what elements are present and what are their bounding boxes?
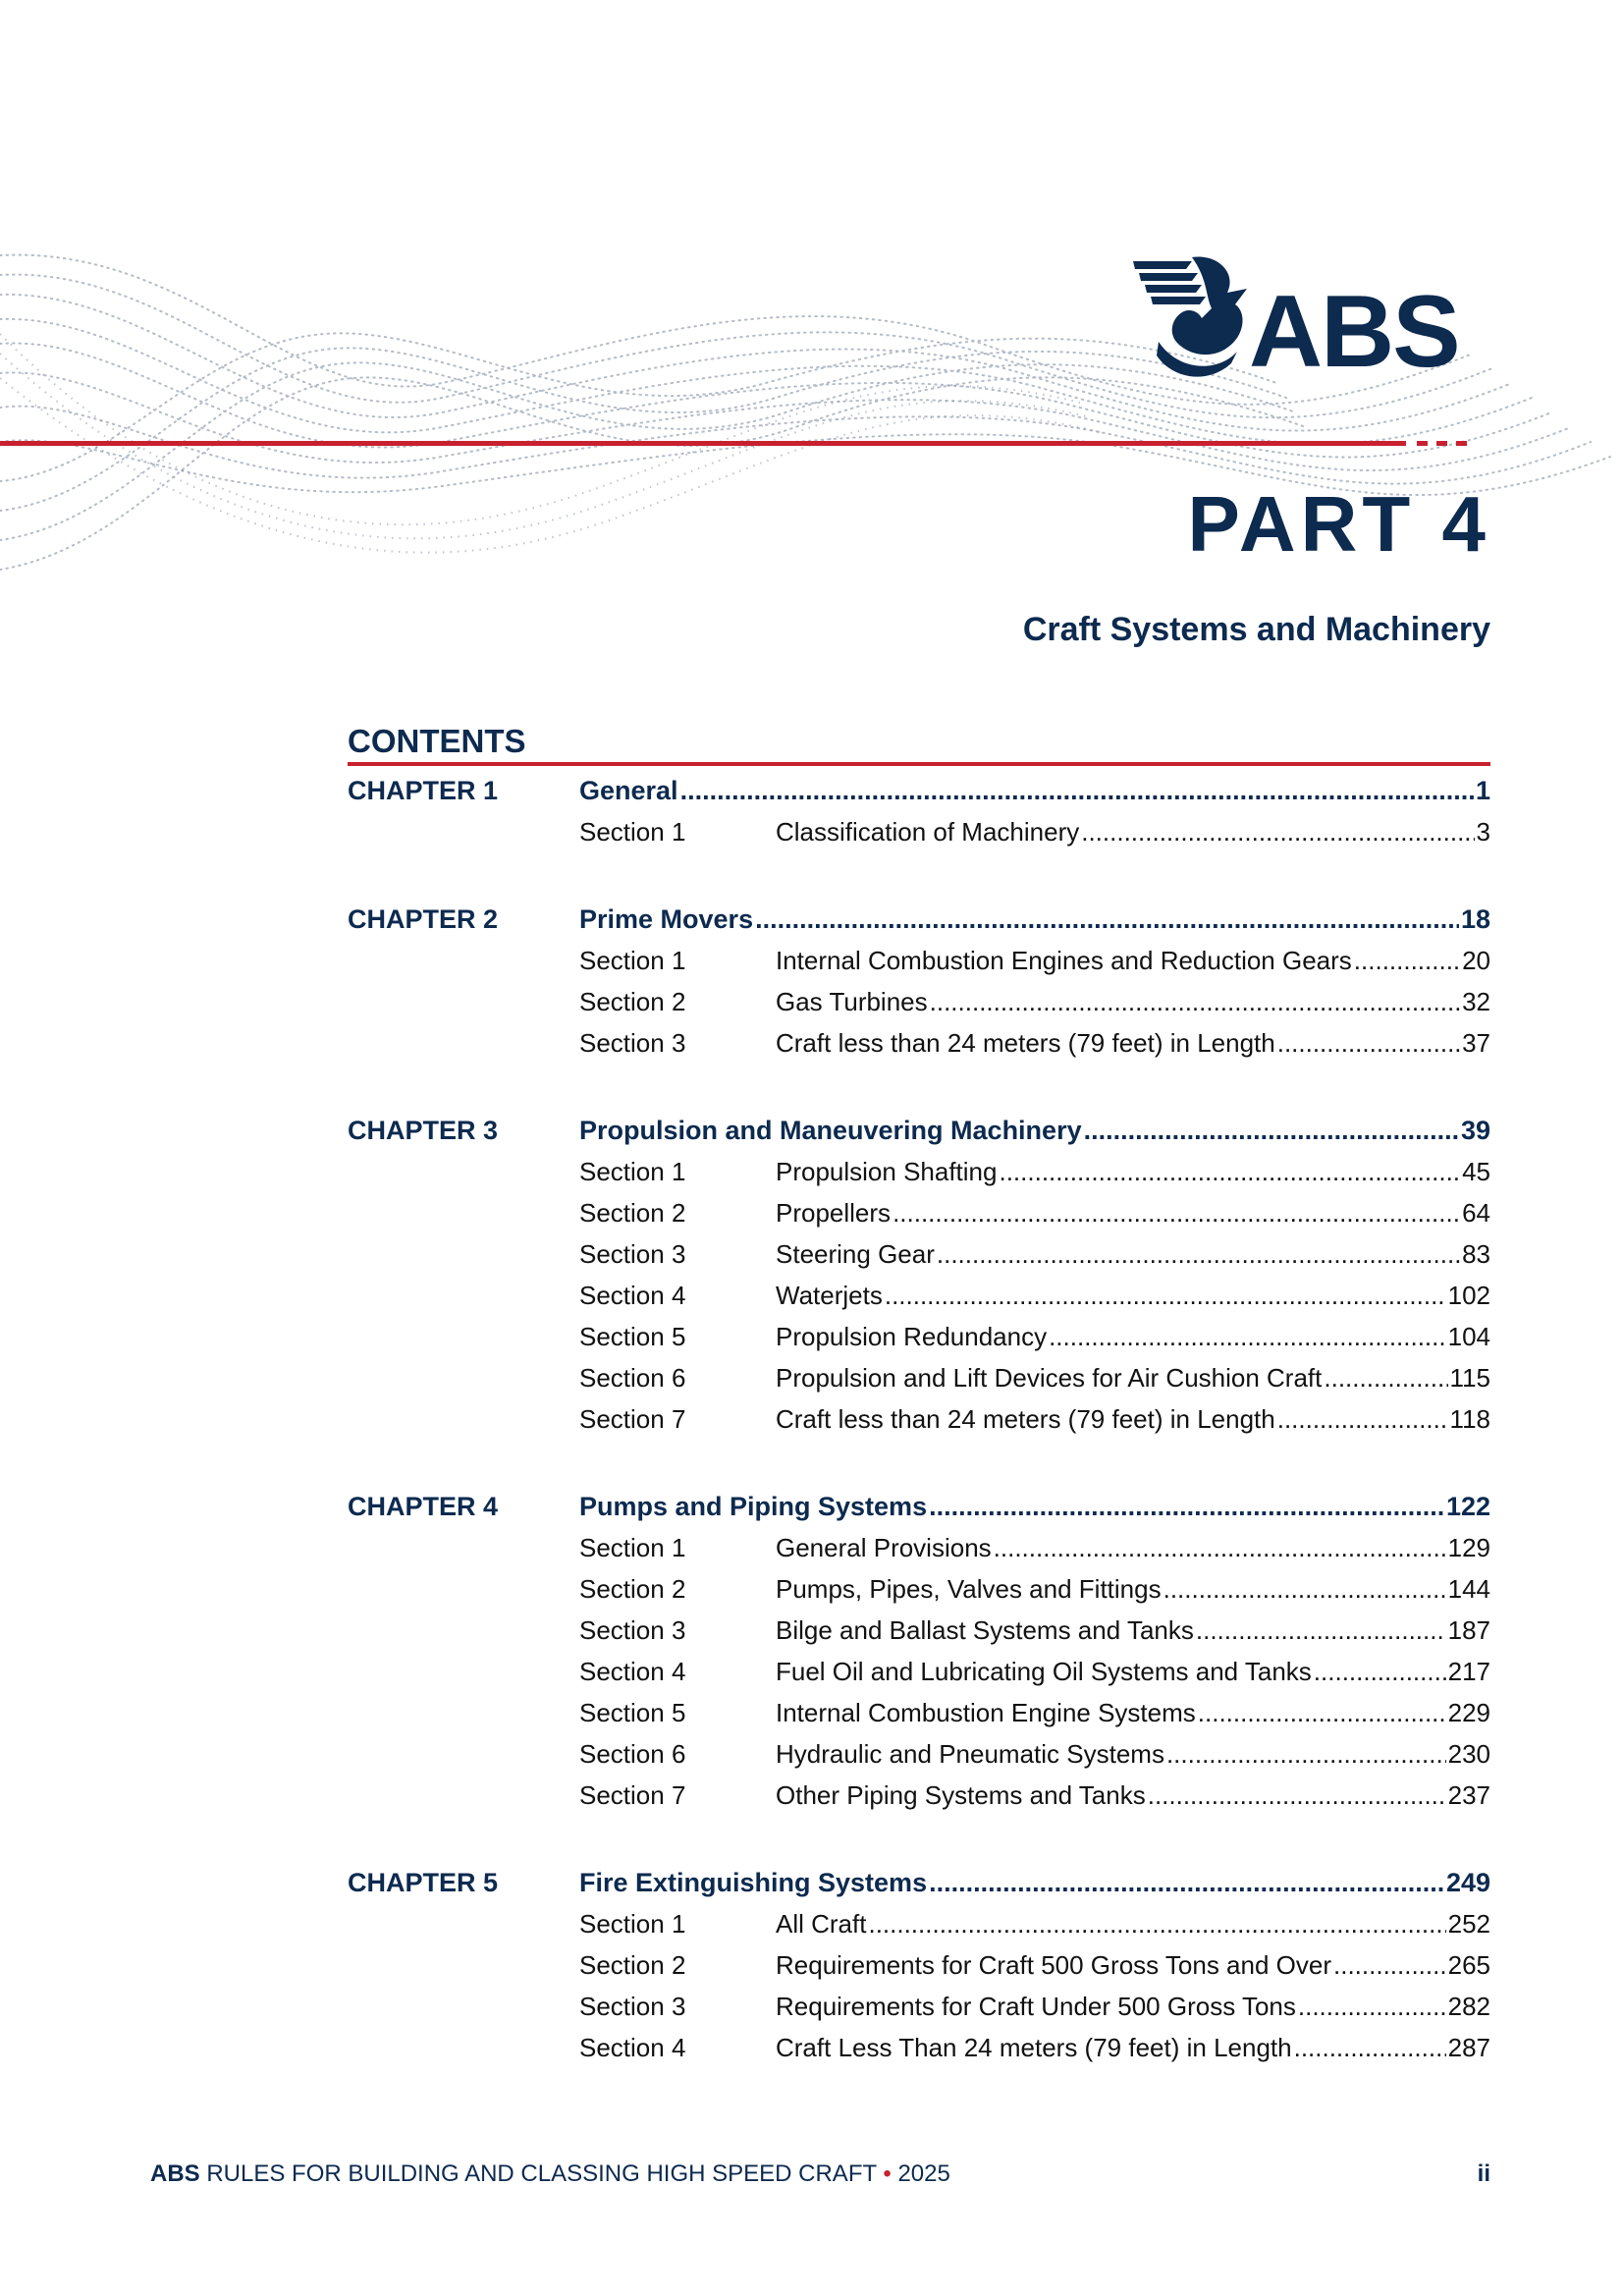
section-row[interactable] <box>348 1527 1490 1568</box>
section-page: 129 <box>1447 1532 1490 1562</box>
section-title: Propulsion Shafting <box>776 1156 998 1186</box>
footer-year: 2025 <box>897 2160 950 2187</box>
dot-leader <box>930 987 1460 1017</box>
section-title: Other Piping Systems and Tanks <box>776 1779 1146 1810</box>
dot-leader <box>1298 1992 1446 2022</box>
footer-bullet: • <box>883 2160 892 2187</box>
dot-leader <box>999 1157 1460 1187</box>
chapter-title: Pumps and Piping Systems <box>579 1491 928 1521</box>
section-page: 32 <box>1462 986 1490 1016</box>
section-row[interactable] <box>348 1903 1490 1944</box>
section-label: Section 6 <box>579 1738 686 1769</box>
section-entry[interactable] <box>776 1239 1490 1270</box>
dot-leader <box>1277 1404 1448 1435</box>
section-entry[interactable] <box>776 1404 1490 1435</box>
chapter-block <box>348 770 1490 852</box>
chapter-title: Fire Extinguishing Systems <box>579 1867 928 1897</box>
section-label: Section 2 <box>579 1573 686 1604</box>
section-title: Gas Turbines <box>776 986 928 1016</box>
section-label: Section 1 <box>579 1532 686 1562</box>
section-row[interactable] <box>348 1192 1490 1233</box>
chapter-entry[interactable] <box>579 1116 1490 1146</box>
chapter-row[interactable] <box>348 770 1490 811</box>
section-page: 229 <box>1447 1697 1490 1727</box>
section-row[interactable] <box>348 1692 1490 1733</box>
section-page: 230 <box>1447 1738 1490 1769</box>
section-row[interactable] <box>348 1398 1490 1440</box>
chapter-title: Propulsion and Maneuvering Machinery <box>579 1115 1082 1145</box>
section-label: Section 4 <box>579 1280 686 1310</box>
section-entry[interactable] <box>776 1322 1490 1352</box>
chapter-block <box>348 1486 1490 1816</box>
section-entry[interactable] <box>776 1992 1490 2022</box>
section-label: Section 3 <box>579 1238 686 1269</box>
dot-leader <box>893 1198 1460 1229</box>
dot-leader <box>1354 946 1460 976</box>
section-row[interactable] <box>348 1022 1490 1064</box>
section-label: Section 3 <box>579 1614 686 1645</box>
section-title: General Provisions <box>776 1532 992 1562</box>
chapter-row[interactable] <box>348 899 1490 940</box>
section-label: Section 5 <box>579 1697 686 1727</box>
section-title: Craft less than 24 meters (79 feet) in Length <box>776 1027 1275 1058</box>
section-page: 118 <box>1449 1403 1490 1434</box>
section-row[interactable] <box>348 1357 1490 1398</box>
chapter-page: 18 <box>1460 903 1490 934</box>
chapter-row[interactable] <box>348 1486 1490 1527</box>
section-label: Section 7 <box>579 1779 686 1810</box>
section-page: 45 <box>1462 1156 1490 1186</box>
dot-leader <box>1277 1028 1460 1059</box>
chapter-label: CHAPTER 4 <box>348 1491 499 1521</box>
section-row[interactable] <box>348 1733 1490 1775</box>
section-page: 217 <box>1447 1656 1490 1686</box>
section-title: Propellers <box>776 1197 892 1228</box>
section-label: Section 4 <box>579 2032 686 2062</box>
chapter-block <box>348 899 1490 1064</box>
chapter-page: 122 <box>1445 1491 1490 1521</box>
dot-leader <box>1081 817 1474 847</box>
section-title: Craft Less Than 24 meters (79 feet) in Length <box>776 2032 1292 2062</box>
dot-leader <box>885 1281 1446 1311</box>
chapter-label: CHAPTER 5 <box>348 1867 499 1897</box>
section-row[interactable] <box>348 1775 1490 1816</box>
section-title: Steering Gear <box>776 1238 935 1269</box>
section-entry[interactable] <box>776 1698 1490 1728</box>
section-row[interactable] <box>348 1986 1490 2027</box>
section-title: Waterjets <box>776 1280 883 1310</box>
dot-leader <box>1333 1950 1446 1981</box>
dot-leader <box>1294 2033 1446 2063</box>
section-label: Section 2 <box>579 1949 686 1980</box>
header-red-rule <box>0 441 1406 446</box>
section-page: 20 <box>1462 945 1490 975</box>
contents-heading: CONTENTS <box>348 723 526 759</box>
section-entry[interactable] <box>776 1615 1490 1646</box>
dot-leader <box>994 1533 1446 1563</box>
section-title: Propulsion Redundancy <box>776 1321 1048 1351</box>
section-row[interactable] <box>348 1944 1490 1986</box>
section-page: 252 <box>1447 1908 1490 1939</box>
section-title: Pumps, Pipes, Valves and Fittings <box>776 1573 1162 1604</box>
section-row[interactable] <box>348 1233 1490 1275</box>
section-row[interactable] <box>348 1568 1490 1610</box>
chapter-entry[interactable] <box>579 1868 1490 1898</box>
section-entry[interactable] <box>776 1574 1490 1605</box>
chapter-block <box>348 1862 1490 2068</box>
chapter-entry[interactable] <box>579 904 1490 935</box>
chapter-title: General <box>579 775 678 805</box>
section-label: Section 2 <box>579 986 686 1016</box>
chapter-row[interactable] <box>348 1110 1490 1151</box>
footer-brand: ABS <box>150 2160 200 2187</box>
section-page: 104 <box>1447 1321 1490 1351</box>
dot-leader <box>1324 1363 1447 1394</box>
chapter-entry[interactable] <box>579 1492 1490 1522</box>
section-entry[interactable] <box>776 1780 1490 1811</box>
section-label: Section 3 <box>579 1027 686 1058</box>
section-title: All Craft <box>776 1908 867 1939</box>
abs-logo-text: ABS <box>1249 275 1459 389</box>
section-entry[interactable] <box>776 2033 1490 2063</box>
dot-leader <box>1049 1322 1446 1352</box>
section-title: Internal Combustion Engines and Reduction Gears <box>776 945 1352 975</box>
section-entry[interactable] <box>776 1657 1490 1687</box>
section-entry[interactable] <box>776 1157 1490 1187</box>
part-title: PART 4 <box>1187 480 1490 568</box>
dot-leader <box>1166 1739 1446 1770</box>
section-row[interactable] <box>348 1151 1490 1192</box>
part-subtitle: Craft Systems and Machinery <box>1022 611 1490 648</box>
section-title: Bilge and Ballast Systems and Tanks <box>776 1614 1194 1645</box>
dot-leader <box>929 1492 1444 1522</box>
section-page: 237 <box>1447 1779 1490 1810</box>
dot-leader <box>755 904 1459 935</box>
chapter-page: 39 <box>1460 1115 1490 1145</box>
footer-text: RULES FOR BUILDING AND CLASSING HIGH SPEED CRAFT <box>206 2160 877 2187</box>
section-label: Section 2 <box>579 1197 686 1228</box>
chapter-entry[interactable] <box>579 776 1490 806</box>
section-title: Propulsion and Lift Devices for Air Cushion Craft <box>776 1362 1323 1393</box>
section-row[interactable] <box>348 811 1490 852</box>
chapter-page: 1 <box>1475 775 1490 805</box>
section-entry[interactable] <box>776 1028 1490 1059</box>
section-page: 287 <box>1447 2032 1490 2062</box>
section-row[interactable] <box>348 940 1490 981</box>
dot-leader <box>1196 1615 1446 1646</box>
section-label: Section 1 <box>579 945 686 975</box>
section-row[interactable] <box>348 2027 1490 2068</box>
chapter-block <box>348 1110 1490 1440</box>
section-row[interactable] <box>348 981 1490 1022</box>
dot-leader <box>929 1868 1444 1898</box>
dot-leader <box>937 1239 1460 1270</box>
dot-leader <box>1163 1574 1446 1605</box>
section-page: 83 <box>1462 1238 1490 1269</box>
header-red-dashes <box>1417 441 1467 446</box>
section-entry[interactable] <box>776 1281 1490 1311</box>
dot-leader <box>1314 1657 1446 1687</box>
section-title: Requirements for Craft Under 500 Gross Tons <box>776 1991 1296 2021</box>
section-title: Classification of Machinery <box>776 816 1080 847</box>
section-title: Hydraulic and Pneumatic Systems <box>776 1738 1164 1769</box>
section-entry[interactable] <box>776 1950 1490 1981</box>
section-page: 64 <box>1462 1197 1490 1228</box>
footer-title <box>150 2162 950 2186</box>
chapter-row[interactable] <box>348 1862 1490 1903</box>
section-title: Internal Combustion Engine Systems <box>776 1697 1196 1727</box>
section-title: Craft less than 24 meters (79 feet) in Length <box>776 1403 1275 1434</box>
dot-leader <box>868 1909 1445 1940</box>
section-label: Section 1 <box>579 1156 686 1186</box>
chapter-page: 249 <box>1445 1867 1490 1897</box>
section-label: Section 6 <box>579 1362 686 1393</box>
section-label: Section 5 <box>579 1321 686 1351</box>
dot-leader <box>1148 1780 1446 1811</box>
section-page: 282 <box>1447 1991 1490 2021</box>
section-row[interactable] <box>348 1651 1490 1692</box>
section-page: 37 <box>1462 1027 1490 1058</box>
footer-page-number: ii <box>1477 2160 1490 2187</box>
chapter-label: CHAPTER 2 <box>348 903 499 934</box>
dot-leader <box>1084 1116 1459 1146</box>
section-entry[interactable] <box>776 946 1490 976</box>
section-page: 265 <box>1447 1949 1490 1980</box>
section-page: 115 <box>1449 1362 1490 1393</box>
section-entry[interactable] <box>776 1909 1490 1940</box>
section-entry[interactable] <box>776 1533 1490 1563</box>
section-row[interactable] <box>348 1610 1490 1651</box>
dot-leader <box>680 776 1474 806</box>
section-row[interactable] <box>348 1316 1490 1357</box>
section-title: Fuel Oil and Lubricating Oil Systems and Tanks <box>776 1656 1312 1686</box>
section-page: 187 <box>1447 1614 1490 1645</box>
chapter-title: Prime Movers <box>579 903 754 934</box>
section-page: 102 <box>1447 1280 1490 1310</box>
section-entry[interactable] <box>776 1363 1490 1394</box>
section-page: 3 <box>1476 816 1490 847</box>
section-entry[interactable] <box>776 987 1490 1017</box>
section-label: Section 1 <box>579 1908 686 1939</box>
section-title: Requirements for Craft 500 Gross Tons and Over <box>776 1949 1331 1980</box>
section-entry[interactable] <box>776 1739 1490 1770</box>
table-of-contents <box>348 770 1490 2114</box>
section-label: Section 7 <box>579 1403 686 1434</box>
chapter-label: CHAPTER 3 <box>348 1115 499 1145</box>
section-label: Section 3 <box>579 1991 686 2021</box>
section-row[interactable] <box>348 1275 1490 1316</box>
section-entry[interactable] <box>776 817 1490 847</box>
dot-leader <box>1198 1698 1446 1728</box>
section-page: 144 <box>1447 1573 1490 1604</box>
chapter-label: CHAPTER 1 <box>348 775 499 805</box>
contents-red-rule <box>348 762 1490 766</box>
section-label: Section 4 <box>579 1656 686 1686</box>
section-entry[interactable] <box>776 1198 1490 1229</box>
section-label: Section 1 <box>579 816 686 847</box>
